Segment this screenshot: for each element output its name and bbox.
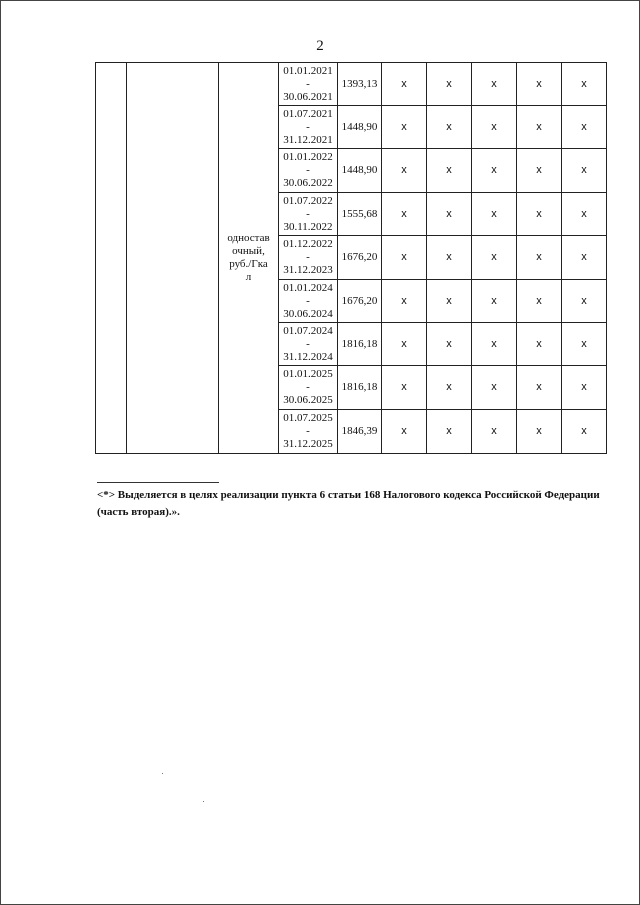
period-dash: - (306, 207, 310, 220)
not-applicable-mark: x (472, 366, 517, 410)
price-cell: 1448,90 (338, 149, 382, 193)
not-applicable-mark: x (472, 280, 517, 323)
not-applicable-mark: x (427, 280, 472, 323)
not-applicable-mark: x (517, 236, 562, 280)
period-to: 31.12.2021 (283, 133, 333, 146)
not-applicable-mark: x (562, 410, 607, 454)
period-dash: - (306, 120, 310, 133)
not-applicable-mark: x (382, 149, 427, 193)
not-applicable-mark: x (427, 149, 472, 193)
period-dash: - (306, 251, 310, 263)
not-applicable-mark: x (472, 193, 517, 236)
page-number: 2 (316, 38, 324, 54)
period-dash: - (306, 425, 310, 437)
period-to: 31.12.2025 (283, 438, 333, 450)
not-applicable-mark: x (517, 410, 562, 454)
not-applicable-mark: x (427, 63, 472, 106)
period-to: 31.12.2024 (283, 350, 333, 363)
not-applicable-mark: x (427, 193, 472, 236)
not-applicable-mark: x (382, 280, 427, 323)
not-applicable-mark: x (382, 236, 427, 280)
not-applicable-mark: x (382, 410, 427, 454)
price-cell: 1816,18 (338, 366, 382, 410)
scan-speck (162, 773, 163, 774)
not-applicable-mark: x (517, 193, 562, 236)
period-cell (279, 323, 338, 366)
footnote-separator (97, 482, 219, 483)
price-cell: 1555,68 (338, 193, 382, 236)
not-applicable-mark: x (427, 366, 472, 410)
not-applicable-mark: x (472, 236, 517, 280)
not-applicable-mark: x (382, 63, 427, 106)
period-cell (279, 366, 338, 410)
not-applicable-mark: x (517, 149, 562, 193)
not-applicable-mark: x (472, 149, 517, 193)
period-cell (279, 280, 338, 323)
not-applicable-mark: x (562, 63, 607, 106)
not-applicable-mark: x (472, 323, 517, 366)
table-row (96, 63, 607, 106)
not-applicable-mark: x (517, 280, 562, 323)
not-applicable-mark: x (517, 63, 562, 106)
not-applicable-mark: x (382, 323, 427, 366)
not-applicable-mark: x (427, 106, 472, 149)
not-applicable-mark: x (427, 323, 472, 366)
period-from: 01.01.2022 (283, 151, 333, 163)
period-dash: - (306, 337, 310, 350)
not-applicable-mark: x (517, 106, 562, 149)
period-dash: - (306, 77, 310, 90)
not-applicable-mark: x (472, 410, 517, 454)
table-body (96, 63, 607, 454)
unit-line: одностав (227, 232, 270, 244)
price-cell: 1816,18 (338, 323, 382, 366)
not-applicable-mark: x (562, 323, 607, 366)
price-cell: 1448,90 (338, 106, 382, 149)
period-from: 01.07.2021 (283, 107, 333, 120)
unit-line: л (245, 271, 252, 283)
not-applicable-mark: x (562, 149, 607, 193)
period-to: 30.06.2025 (283, 394, 333, 406)
period-to: 30.06.2024 (283, 307, 333, 320)
period-from: 01.01.2024 (283, 281, 333, 294)
period-dash: - (306, 381, 310, 393)
period-from: 01.07.2025 (283, 412, 333, 424)
period-to: 30.06.2021 (283, 90, 333, 103)
period-from: 01.07.2022 (283, 194, 333, 207)
not-applicable-mark: x (427, 236, 472, 280)
period-from: 01.07.2024 (283, 324, 333, 337)
period-cell (279, 106, 338, 149)
not-applicable-mark: x (382, 106, 427, 149)
period-from: 01.01.2025 (283, 368, 333, 380)
unit-cell (219, 63, 279, 454)
empty-name-cell (127, 63, 219, 454)
not-applicable-mark: x (382, 193, 427, 236)
not-applicable-mark: x (427, 410, 472, 454)
not-applicable-mark: x (562, 236, 607, 280)
not-applicable-mark: x (562, 366, 607, 410)
not-applicable-mark: x (517, 323, 562, 366)
period-cell (279, 193, 338, 236)
period-dash: - (306, 294, 310, 307)
price-cell: 1676,20 (338, 280, 382, 323)
not-applicable-mark: x (382, 366, 427, 410)
scan-speck (203, 801, 204, 802)
not-applicable-mark: x (562, 193, 607, 236)
empty-number-cell (96, 63, 127, 454)
not-applicable-mark: x (562, 106, 607, 149)
price-cell: 1676,20 (338, 236, 382, 280)
period-from: 01.12.2022 (283, 238, 333, 250)
unit-line: руб./Гка (229, 258, 268, 270)
footnote: <*> Выделяется в целях реализации пункта 6 статьи 168 Налогового кодекса Российской Федерации (часть вторая).». (97, 489, 600, 518)
not-applicable-mark: x (472, 106, 517, 149)
tariff-table (95, 62, 607, 454)
period-cell (279, 236, 338, 280)
period-from: 01.01.2021 (283, 64, 333, 77)
period-to: 30.11.2022 (283, 220, 333, 233)
period-cell (279, 410, 338, 454)
unit-line: очный, (232, 245, 265, 257)
period-dash: - (306, 164, 310, 176)
not-applicable-mark: x (472, 63, 517, 106)
price-cell: 1846,39 (338, 410, 382, 454)
period-to: 30.06.2022 (283, 177, 333, 189)
not-applicable-mark: x (517, 366, 562, 410)
price-cell: 1393,13 (338, 63, 382, 106)
not-applicable-mark: x (562, 280, 607, 323)
period-cell (279, 149, 338, 193)
period-to: 31.12.2023 (283, 264, 333, 276)
period-cell (279, 63, 338, 106)
